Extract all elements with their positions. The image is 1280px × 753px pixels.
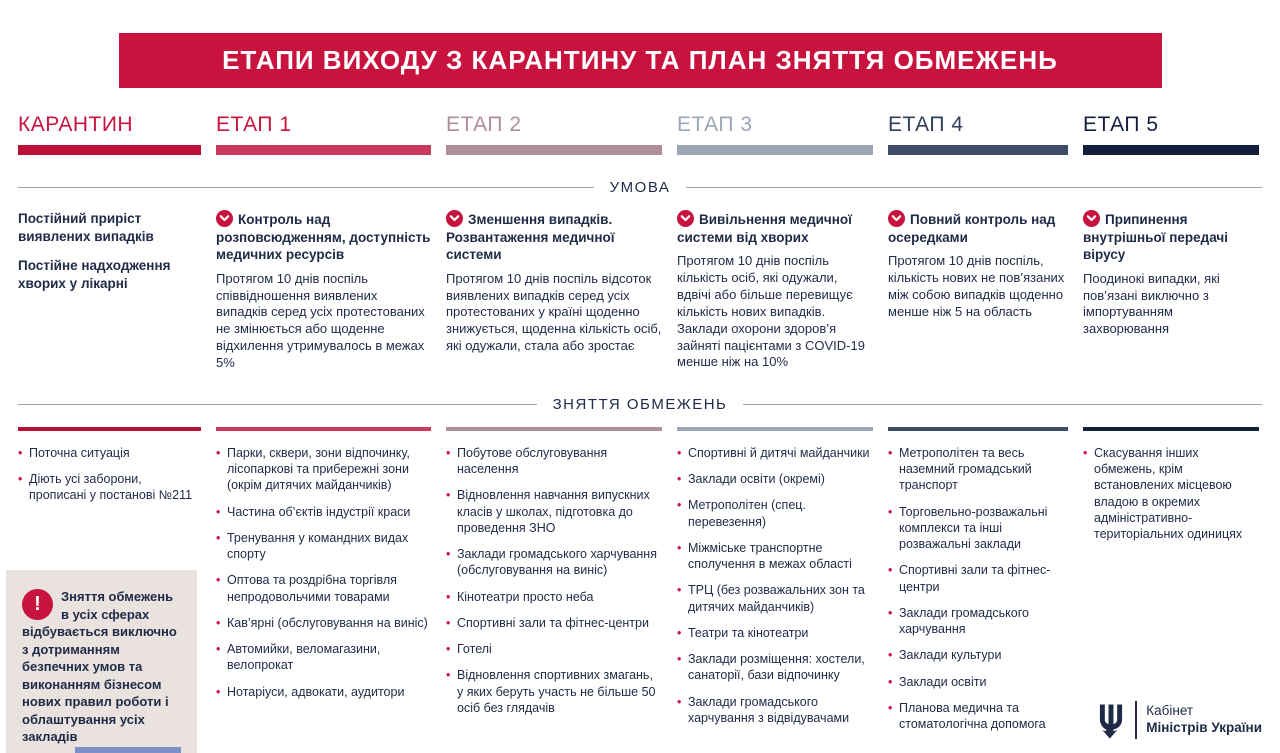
condition-title-text: Вивільнення медичної системи від хворих <box>677 212 852 245</box>
stage-condition <box>216 210 431 372</box>
restrictions-list <box>888 445 1068 733</box>
condition-body: Протягом 10 днів поспіль кількість осіб, які одужали, вдвічі або більше перевищує кількість нових випадків. Заклади охорони здоров’я зайняті пацієнтами з COVID-19 менше ніж на 10% <box>677 253 865 370</box>
divider-line <box>743 404 1262 405</box>
stage-color-bar <box>677 145 873 155</box>
stage-column-header <box>677 113 873 155</box>
lifting-section-divider <box>18 396 1262 413</box>
logo-text <box>1146 703 1262 737</box>
restriction-item: • Скасування інших обмежень, крім встановлених місцевою владою в окремих адміністративно-територіальних одиницях <box>1083 445 1259 543</box>
stage-color-bar <box>216 145 431 155</box>
divider-line <box>686 187 1262 188</box>
stage-title: ЕТАП 5 <box>1083 113 1159 136</box>
restriction-item: • Планова медична та стоматологічна допомога <box>888 700 1068 733</box>
exclamation-icon: ! <box>22 589 53 620</box>
condition-body: Поодинокі випадки, які пов’язані виключно з імпортуванням захворювання <box>1083 270 1220 337</box>
stage-title: ЕТАП 3 <box>677 113 753 136</box>
stage-restrictions <box>18 427 201 514</box>
stage-column-header <box>216 113 431 155</box>
condition-body: Протягом 10 днів поспіль, кількість нових не пов’язаних між собою випадків щоденно менше ніж 5 на область <box>888 253 1065 319</box>
stage-restrictions <box>888 427 1068 743</box>
restrictions-color-bar <box>18 427 201 431</box>
condition-title <box>1083 210 1259 264</box>
stage-conditions-row <box>18 210 1262 372</box>
restriction-item: • Заклади освіти <box>888 674 1068 690</box>
condition-title-text: Припинення внутрішньої передачі вірусу <box>1083 212 1228 263</box>
restriction-item: • Кав’ярні (обслуговування на виніс) <box>216 615 431 631</box>
stage-condition <box>677 210 873 371</box>
condition-body: Протягом 10 днів поспіль співвідношення виявлених випадків серед усіх протестованих не змінюється або щоденне відхилення утримувалось в межах 5% <box>216 270 425 371</box>
stage-restrictions <box>446 427 662 726</box>
logo-line-2: Міністрів України <box>1146 720 1262 735</box>
restrictions-color-bar <box>677 427 873 431</box>
stage-color-bar <box>1083 145 1259 155</box>
stage-condition <box>1083 210 1259 338</box>
condition-section-divider <box>18 179 1262 196</box>
condition-section-label: УМОВА <box>609 179 671 196</box>
stage-color-bar <box>18 145 201 155</box>
restriction-item: • Діють усі заборони, прописані у постанові №211 <box>18 471 201 504</box>
condition-check-icon <box>216 210 233 227</box>
logo-line-1: Кабінет <box>1146 703 1194 719</box>
stage-headers-row <box>18 113 1262 155</box>
stage-condition <box>888 210 1068 321</box>
stage-title: ЕТАП 2 <box>446 113 522 136</box>
restrictions-list <box>446 445 662 716</box>
restriction-item: • ТРЦ (без розважальних зон та дитячих майданчиків) <box>677 582 873 615</box>
condition-check-icon <box>1083 210 1100 227</box>
warning-box <box>6 570 197 753</box>
restriction-item: • Кінотеатри просто неба <box>446 589 662 605</box>
restriction-item: • Поточна ситуація <box>18 445 201 461</box>
restrictions-list <box>216 445 431 700</box>
condition-body: Протягом 10 днів поспіль відсоток виявлених випадків серед усіх протестованих у країні щоденно знижується, щоденна кількість осіб, які одужали, стала або зростає <box>446 270 662 354</box>
restriction-item: • Частина об’єктів індустрії краси <box>216 504 431 520</box>
restrictions-list <box>677 445 873 726</box>
condition-title <box>446 210 662 264</box>
restriction-item: • Парки, сквери, зони відпочинку, лісопаркові та прибережні зони (окрім дитячих майданчиків) <box>216 445 431 494</box>
restriction-item: • Торговельно-розважальні комплекси та інші розважальні заклади <box>888 504 1068 553</box>
restriction-item: • Міжміське транспортне сполучення в межах області <box>677 540 873 573</box>
restriction-item: • Заклади громадського харчування (обслуговування на виніс) <box>446 546 662 579</box>
government-logo <box>1096 701 1262 739</box>
restriction-item: • Заклади громадського харчування <box>888 605 1068 638</box>
stage-column-header <box>1083 113 1259 155</box>
stage-condition <box>446 210 662 355</box>
restrictions-color-bar <box>216 427 431 431</box>
lifting-section-label: ЗНЯТТЯ ОБМЕЖЕНЬ <box>552 395 728 413</box>
stage-condition <box>18 210 201 304</box>
stage-restrictions <box>216 427 431 710</box>
restriction-item: • Спортивні зали та фітнес-центри <box>446 615 662 631</box>
condition-title <box>216 210 431 264</box>
stage-restrictions-row <box>18 427 1262 743</box>
restriction-item: • Спортивні й дитячі майданчики <box>677 445 873 461</box>
trident-icon <box>1096 702 1126 739</box>
condition-check-icon <box>677 210 694 227</box>
condition-title <box>888 210 1068 246</box>
restriction-item: • Побутове обслуговування населення <box>446 445 662 478</box>
divider-line <box>18 404 537 405</box>
divider-line <box>18 187 594 188</box>
stage-color-bar <box>888 145 1068 155</box>
restriction-item: • Метрополітен та весь наземний громадський транспорт <box>888 445 1068 494</box>
condition-paragraph: Постійне надходження хворих у лікарні <box>18 258 171 291</box>
condition-title <box>677 210 873 246</box>
banner <box>119 33 1162 88</box>
restrictions-color-bar <box>1083 427 1259 431</box>
stage-column-header <box>446 113 662 155</box>
restrictions-list <box>18 445 201 504</box>
restriction-item: • Відновлення навчання випускних класів у школах, підготовка до проведення ЗНО <box>446 487 662 536</box>
condition-title-text: Зменшення випадків. Розвантаження медичної системи <box>446 212 615 263</box>
restriction-item: • Оптова та роздрібна торгівля непродовольчими товарами <box>216 572 431 605</box>
restriction-item: • Заклади розміщення: хостели, санаторії, бази відпочинку <box>677 651 873 684</box>
restriction-item: • Метрополітен (спец. перевезення) <box>677 497 873 530</box>
restriction-item: • Театри та кінотеатри <box>677 625 873 641</box>
stage-restrictions <box>677 427 873 736</box>
bottom-left-strip <box>75 747 181 753</box>
restriction-item: • Готелі <box>446 641 662 657</box>
stage-title: ЕТАП 1 <box>216 113 292 136</box>
banner-title: ЕТАПИ ВИХОДУ З КАРАНТИНУ ТА ПЛАН ЗНЯТТЯ ОБМЕЖЕНЬ <box>222 45 1058 75</box>
stage-column-header <box>18 113 201 155</box>
restrictions-color-bar <box>888 427 1068 431</box>
restriction-item: • Спортивні зали та фітнес-центри <box>888 562 1068 595</box>
stage-color-bar <box>446 145 662 155</box>
restriction-item: • Заклади культури <box>888 647 1068 663</box>
restrictions-color-bar <box>446 427 662 431</box>
stage-column-header <box>888 113 1068 155</box>
stage-title: ЕТАП 4 <box>888 113 964 136</box>
condition-title-text: Повний контроль над осередками <box>888 212 1056 245</box>
restriction-item: • Нотаріуси, адвокати, аудитори <box>216 684 431 700</box>
stage-title: КАРАНТИН <box>18 113 134 136</box>
condition-check-icon <box>446 210 463 227</box>
restriction-item: • Заклади освіти (окремі) <box>677 471 873 487</box>
warning-text: Зняття обмежень в усіх сферах відбувається виключно з дотриманням безпечних умов та виконанням бізнесом нових правил роботи і облаштування усіх закладів <box>22 589 177 745</box>
condition-title-text: Контроль над розповсюдженням, доступність медичних ресурсів <box>216 212 431 263</box>
restrictions-list <box>1083 445 1259 543</box>
condition-check-icon <box>888 210 905 227</box>
restriction-item: • Автомийки, веломагазини, велопрокат <box>216 641 431 674</box>
stage-restrictions <box>1083 427 1259 553</box>
restriction-item: • Тренування у командних видах спорту <box>216 530 431 563</box>
condition-paragraph: Постійний приріст виявлених випадків <box>18 211 154 244</box>
logo-divider <box>1135 701 1137 739</box>
restriction-item: • Відновлення спортивних змагань, у яких беруть участь не більше 50 осіб без глядачів <box>446 667 662 716</box>
restriction-item: • Заклади громадського харчування з відвідувачами <box>677 694 873 727</box>
